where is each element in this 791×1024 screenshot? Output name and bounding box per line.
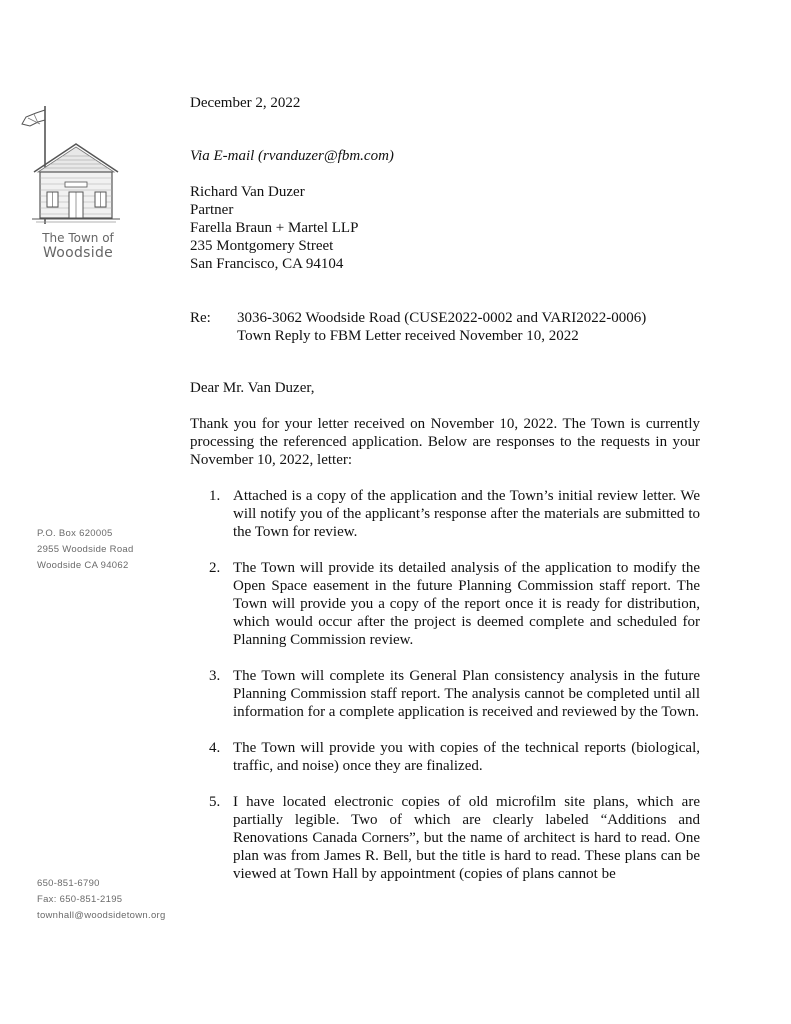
subject-label: Re: (190, 310, 211, 326)
logo-line-1: The Town of (42, 231, 114, 245)
item-text: The Town will provide its detailed analysis of the application to modify the Open Space easement in the future Planning Commission staff report. The Town will provide you a copy of the report once it is ready for distribution, which would occur after the project is deemed complete and scheduled for Planning Commission review. (233, 560, 700, 648)
item-number: 3. (209, 668, 221, 684)
recipient-line: Farella Braun + Martel LLP (190, 220, 359, 236)
email-address: townhall@woodsidetown.org (37, 910, 166, 921)
sidebar-address (37, 526, 134, 574)
address-line: P.O. Box 620005 (37, 528, 113, 539)
address-line: 2955 Woodside Road (37, 544, 134, 555)
town-logo (14, 104, 126, 229)
recipient-block (190, 183, 700, 273)
subject-line-1: 3036-3062 Woodside Road (CUSE2022-0002 and VARI2022-0006) (237, 310, 647, 326)
logo-line-2: Woodside (42, 245, 114, 261)
address-line: Woodside CA 94062 (37, 560, 129, 571)
letter-date: December 2, 2022 (190, 95, 301, 111)
intro-paragraph: Thank you for your letter received on November 10, 2022. The Town is currently processing the referenced application. Below are responses to the requests in your November 10, 2022, letter: (190, 416, 700, 468)
delivery-method: Via E-mail (rvanduzer@fbm.com) (190, 148, 394, 164)
item-number: 1. (209, 488, 221, 504)
recipient-line: Richard Van Duzer (190, 184, 305, 200)
item-number: 5. (209, 794, 221, 810)
item-text: Attached is a copy of the application and the Town’s initial review letter. We will notify you of the applicant’s response after the materials are submitted to the Town for review. (233, 488, 700, 540)
item-number: 4. (209, 740, 221, 756)
town-hall-drawing-icon (14, 104, 126, 229)
list-item (190, 559, 700, 649)
list-item (190, 487, 700, 541)
list-item (190, 667, 700, 721)
item-text: I have located electronic copies of old microfilm site plans, which are partially legible. Two of which are clearly labeled “Additions and Renovations Canada Corners”, but the name of architect is hard to read. One plan was from James R. Bell, but the title is hard to read. These plans can be viewed at Town Hall by appointment (copies of plans cannot be (233, 794, 700, 882)
salutation: Dear Mr. Van Duzer, (190, 380, 315, 396)
item-text: The Town will provide you with copies of the technical reports (biological, traffic, and noise) once they are finalized. (233, 740, 700, 774)
recipient-line: 235 Montgomery Street (190, 238, 334, 254)
list-item (190, 739, 700, 775)
subject-line-2: Town Reply to FBM Letter received November 10, 2022 (237, 328, 579, 344)
response-list (190, 487, 700, 901)
phone-number: 650-851-6790 (37, 878, 100, 889)
item-number: 2. (209, 560, 221, 576)
sidebar-contact (37, 876, 166, 924)
subject-block (190, 309, 700, 345)
list-item (190, 793, 700, 883)
town-logo-text (38, 231, 118, 261)
recipient-line: San Francisco, CA 94104 (190, 256, 344, 272)
fax-number: Fax: 650-851-2195 (37, 894, 123, 905)
item-text: The Town will complete its General Plan consistency analysis in the future Planning Commission staff report. The analysis cannot be completed until all information for a complete application is received and reviewed by the Town. (233, 668, 700, 720)
recipient-line: Partner (190, 202, 234, 218)
